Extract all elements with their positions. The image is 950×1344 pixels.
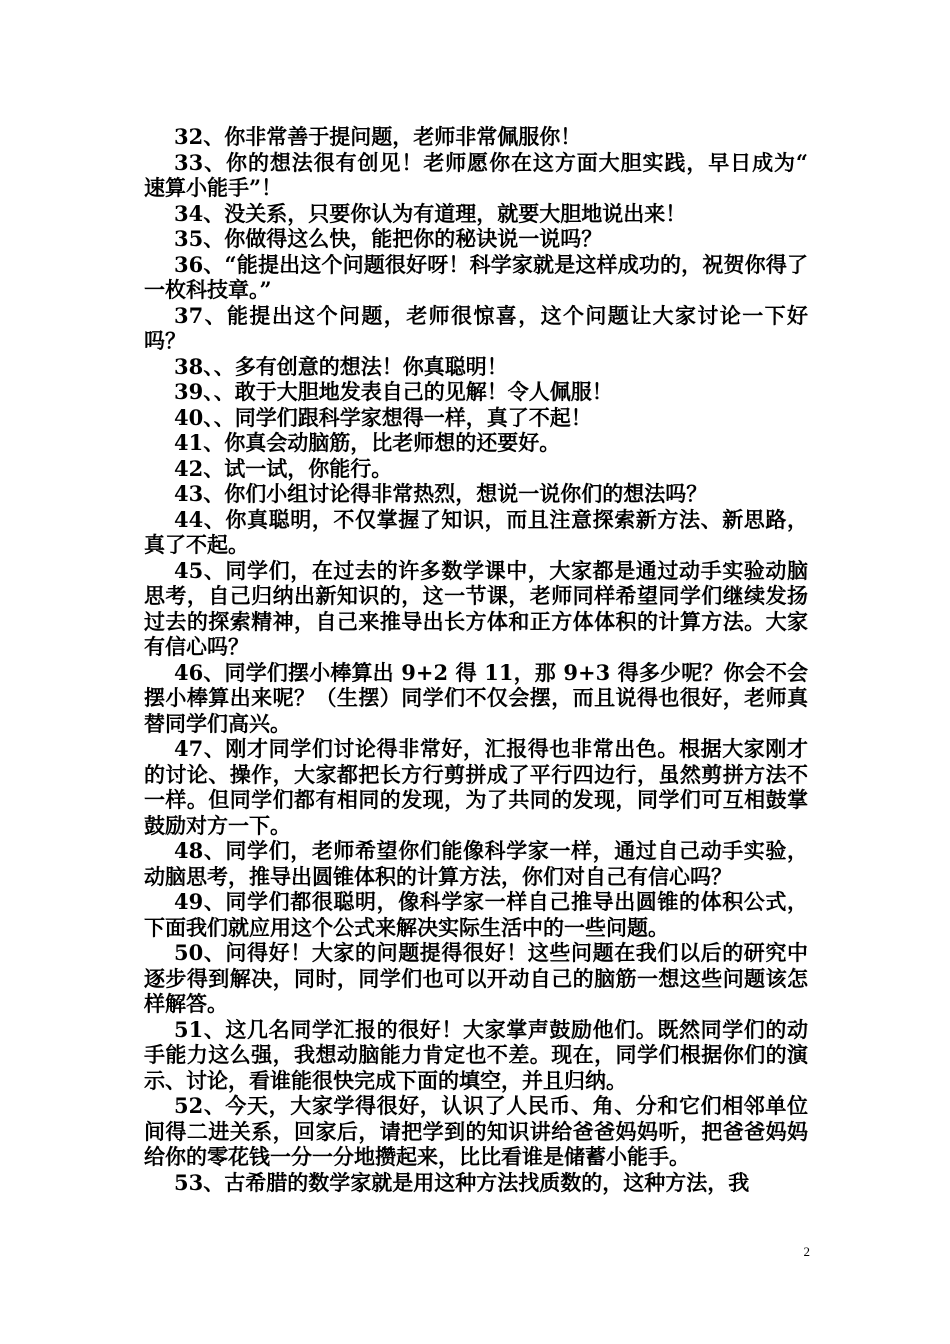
paragraph-49: 49、同学们都很聪明，像科学家一样自己推导出圆锥的体积公式，下面我们就应用这个公式来解决实际生活中的一些问题。 <box>144 889 808 940</box>
paragraph-32: 32、你非常善于提问题，老师非常佩服你！ <box>174 124 582 149</box>
paragraph-52: 52、今天，大家学得很好，认识了人民币、角、分和它们相邻单位间得二进关系，回家后，请把学到的知识讲给爸爸妈妈听，把爸爸妈妈给你的零花钱一分一分地攒起来，比比看谁是储蓄小能手。 <box>144 1093 808 1169</box>
paragraph-50: 50、问得好！大家的问题提得很好！这些问题在我们以后的研究中逐步得到解决，同时，同学们也可以开动自己的脑筋一想这些问题该怎样解答。 <box>144 940 808 1016</box>
paragraph-51: 51、这几名同学汇报的很好！大家掌声鼓励他们。既然同学们的动手能力这么强，我想动脑能力肯定也不差。现在，同学们根据你们的演示、讨论，看谁能很快完成下面的填空，并且归纳。 <box>144 1016 808 1093</box>
paragraph-42: 42、试一试，你能行。 <box>174 455 393 481</box>
paragraph-39: 39、、敢于大胆地发表自己的见解！令人佩服！ <box>174 379 613 404</box>
paragraph-35: 35、你做得这么快，能把你的秘诀说一说吗？ <box>174 226 603 251</box>
paragraph-44: 44、你真聪明，不仅掌握了知识，而且注意探索新方法、新思路，真了不起。 <box>144 506 808 557</box>
paragraph-34: 34、没关系，只要你认为有道理，就要大胆地说出来！ <box>174 200 687 226</box>
paragraph-48: 48、同学们，老师希望你们能像科学家一样，通过自己动手实验，动脑思考，推导出圆锥体积的计算方法，你们对自己有信心吗？ <box>144 838 808 889</box>
paragraph-37: 37、能提出这个问题，老师很惊喜，这个问题让大家讨论一下好吗？ <box>144 302 808 353</box>
document-body <box>144 124 808 1195</box>
paragraph-53: 53、古希腊的数学家就是用这种方法找质数的，这种方法，我 <box>174 1169 750 1195</box>
paragraph-46: 46、同学们摆小棒算出 9+2 得 11，那 9+3 得多少呢？你会不会摆小棒算出来呢？（生摆）同学们不仅会摆，而且说得也很好，老师真替同学们高兴。 <box>144 659 808 736</box>
paragraph-43: 43、你们小组讨论得非常热烈，想说一说你们的想法吗？ <box>174 481 708 506</box>
paragraph-36: 36、“能提出这个问题很好呀！科学家就是这样成功的，祝贺你得了一枚科技章。” <box>144 251 808 302</box>
paragraph-40: 40、、同学们跟科学家想得一样，真了不起！ <box>174 404 592 430</box>
paragraph-38: 38、、多有创意的想法！你真聪明！ <box>174 353 508 379</box>
page-number: 2 <box>803 1244 810 1259</box>
paragraph-33: 33、你的想法很有创见！老师愿你在这方面大胆实践，早日成为“ 速算小能手”！ <box>144 149 808 200</box>
paragraph-41: 41、你真会动脑筋，比老师想的还要好。 <box>174 430 561 455</box>
paragraph-47: 47、刚才同学们讨论得非常好，汇报得也非常出色。根据大家刚才的讨论、操作，大家都把长方行剪拼成了平行四边行，虽然剪拼方法不一样。但同学们都有相同的发现，为了共同的发现，同学们可互相鼓掌鼓励对方一下。 <box>144 736 808 838</box>
paragraph-45: 45、同学们，在过去的许多数学课中，大家都是通过动手实验动脑思考，自己归纳出新知识的，这一节课，老师同样希望同学们继续发扬过去的探索精神，自己来推导出长方体和正方体体积的计算方法。大家有信心吗？ <box>144 557 808 659</box>
